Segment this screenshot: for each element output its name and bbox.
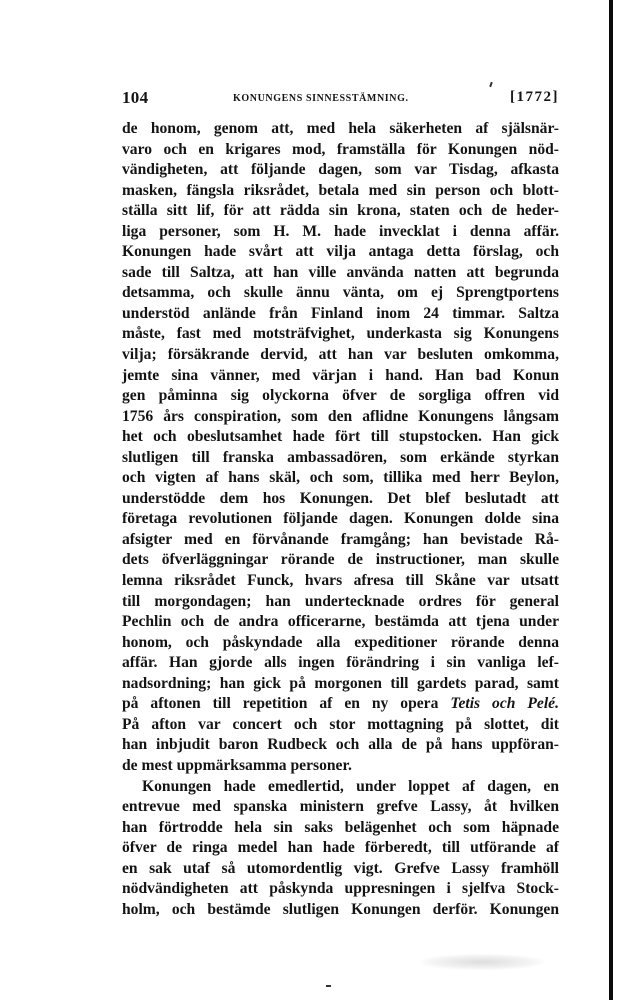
text-line: Konungen hade emedlertid, under loppet af dagen, en	[142, 777, 559, 795]
text-line: han inbjudit baron Rudbeck och alla de på hans uppföran-	[122, 736, 559, 754]
text-line: afsigter med en förvånande framgång; han bevistade Rå-	[122, 530, 559, 548]
library-stamp-smudge	[420, 954, 544, 970]
text-line: Konungen hade svårt att vilja antaga detta förslag, och	[122, 243, 559, 261]
print-mark	[326, 985, 331, 987]
body-text	[122, 119, 559, 920]
print-mark	[489, 82, 493, 87]
text-line: het och obeslutsamhet hade fört till stupstocken. Han gick	[122, 428, 559, 446]
text-line: understöd anlände från Finland inom 24 timmar. Saltza	[122, 304, 559, 322]
text-line: nadsordning; han gick på morgonen till gardets parad, samt	[122, 674, 559, 692]
text-line-with-opera-title	[122, 694, 559, 715]
text-line: vilja; försäkrande dervid, att han var besluten omkomma,	[122, 346, 559, 364]
text-line: gen påminna sig olyckorna öfver de sorgliga offren vid	[122, 387, 559, 405]
text-line: honom, och påskyndade alla expeditioner rörande denna	[122, 633, 559, 651]
text-line: måste, fast med motsträfvighet, underkasta sig Konungens	[122, 325, 559, 343]
header-year: [1772]	[510, 89, 559, 105]
text-line: varo och en krigares mod, framställa för Konungen nöd-	[122, 140, 559, 158]
text-line: de mest uppmärksamma personer.	[122, 756, 352, 774]
text-line: till morgondagen; han undertecknade ordres för general	[122, 592, 559, 610]
text-line: öfver de ringa medel han hade förberedt, till utförande af	[122, 839, 559, 857]
text-line: Pechlin och de andra officerarne, bestämda att tjena under	[122, 613, 559, 631]
text-line: nödvändigheten att påskynda uppresningen i sjelfva Stock-	[122, 880, 559, 898]
text-line: lemna riksrådet Funck, hvars afresa till Skåne var utsatt	[122, 572, 559, 590]
text-line-segment: på aftonen till repetition af en ny opera	[122, 695, 439, 713]
text-line: vändigheten, att följande dagen, som var Tisdag, afkasta	[122, 161, 559, 179]
opera-title: Tetis och Pelé.	[450, 695, 559, 713]
text-line: affär. Han gjorde alls ingen förändring i sin vanliga lef-	[122, 654, 559, 672]
text-line: entrevue med spanska ministern grefve Lassy, åt hvilken	[122, 798, 559, 816]
text-line: dets öfverläggningar rörande de instructioner, man skulle	[122, 551, 559, 569]
page-number: 104	[122, 88, 149, 107]
text-line: masken, fängsla riksrådet, betala med sin person och blott-	[122, 181, 559, 199]
text-line: och vigten af hans skäl, och som, tillika med herr Beylon,	[122, 469, 559, 487]
text-line: slutligen till franska ambassadören, som erkände styrkan	[122, 448, 559, 466]
text-line: liga personer, som H. M. hade invecklat i denna affär.	[122, 222, 559, 240]
text-line: detsamma, och skulle ännu vänta, om ej Sprengtportens	[122, 284, 559, 302]
text-line: 1756 års conspiration, som den aflidne Konungens långsam	[122, 407, 559, 425]
text-line: holm, och bestämde slutligen Konungen derför. Konungen	[122, 900, 559, 918]
text-line: företaga revolutionen följande dagen. Konungen dolde sina	[122, 510, 559, 528]
text-line: understödde dem hos Konungen. Det blef beslutadt att	[122, 489, 559, 507]
text-line: ställa sitt lif, för att rädda sin krona, staten och de heder-	[122, 202, 559, 220]
page-edge	[609, 0, 613, 1000]
text-line: På afton var concert och stor mottagning på slottet, dit	[122, 715, 559, 733]
text-line: jemte sina vänner, med värjan i hand. Han bad Konun	[122, 366, 559, 384]
text-line: de honom, genom att, med hela säkerheten af själsnär-	[122, 120, 559, 137]
page-header	[122, 88, 559, 110]
text-line: sade till Saltza, att han ville använda natten att begrunda	[122, 263, 559, 281]
running-title: KONUNGENS SINNESSTÄMNING.	[233, 93, 409, 104]
text-line: en sak utaf så utomordentlig vigt. Grefve Lassy framhöll	[122, 859, 559, 877]
text-line: han förtrodde hela sin saks belägenhet och som häpnade	[122, 818, 559, 836]
